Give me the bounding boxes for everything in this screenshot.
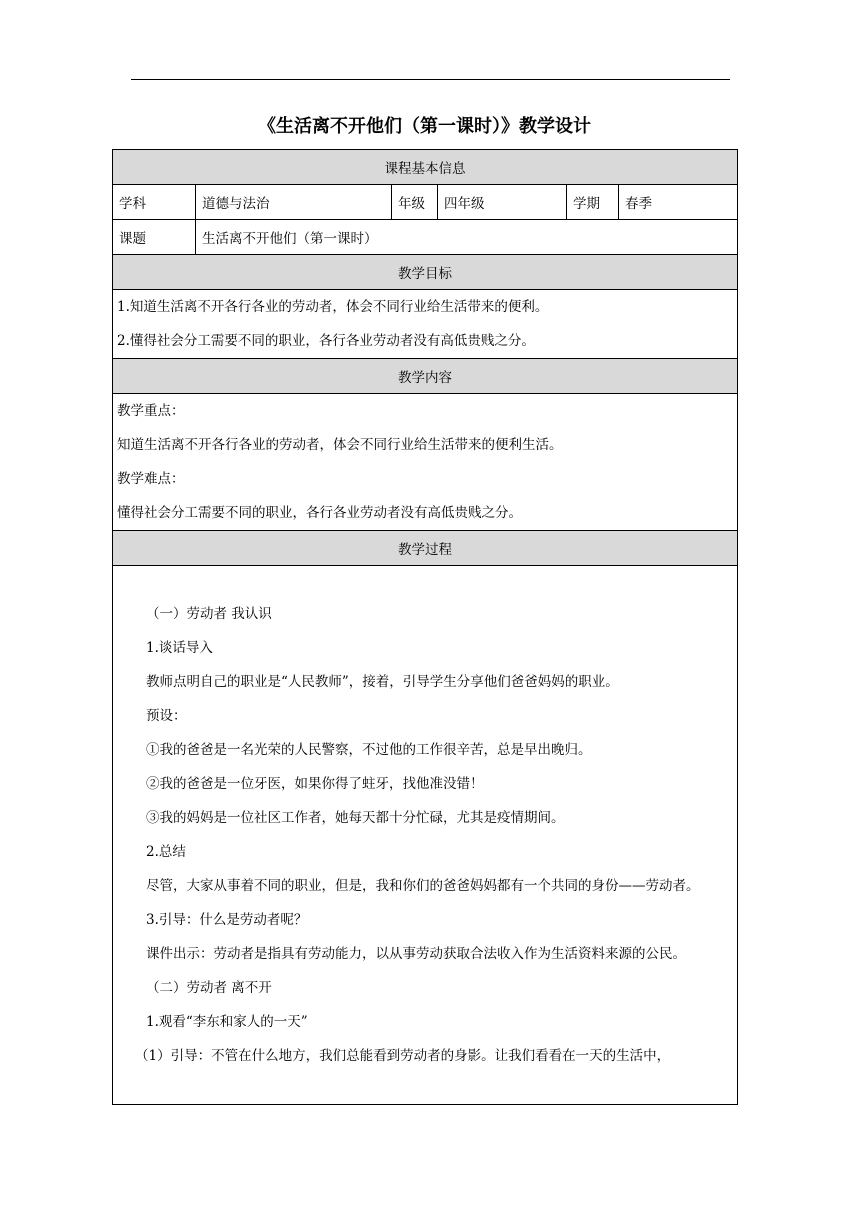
lesson-plan-table bbox=[112, 149, 738, 1105]
process-step: 1.谈话导入 bbox=[146, 640, 213, 656]
subject-label: 学科 bbox=[113, 185, 196, 220]
difficult-point-label: 教学难点： bbox=[117, 471, 185, 487]
process-text: （1）引导：不管在什么地方，我们总能看到劳动者的身影。让我们看看在一天的生活中， bbox=[135, 1048, 671, 1064]
process-example: ②我的爸爸是一位牙医，如果你得了蛀牙，找他准没错！ bbox=[146, 776, 484, 792]
process-step: 3.引导：什么是劳动者呢？ bbox=[146, 912, 308, 928]
key-point-label: 教学重点： bbox=[117, 403, 185, 419]
grade-label: 年级 bbox=[392, 185, 438, 220]
document-title: 《生活离不开他们（第一课时）》教学设计 bbox=[258, 116, 591, 137]
process-text: 预设： bbox=[146, 708, 187, 724]
difficult-point-text: 懂得社会分工需要不同的职业，各行各业劳动者没有高低贵贱之分。 bbox=[117, 505, 522, 521]
objective-item: 2.懂得社会分工需要不同的职业，各行各业劳动者没有高低贵贱之分。 bbox=[117, 333, 535, 349]
content-cell bbox=[113, 394, 738, 531]
content-header: 教学内容 bbox=[113, 359, 738, 394]
process-cell bbox=[113, 566, 738, 1105]
objectives-header: 教学目标 bbox=[113, 255, 738, 290]
process-header: 教学过程 bbox=[113, 531, 738, 566]
topic-label: 课题 bbox=[113, 220, 196, 255]
process-example: ③我的妈妈是一位社区工作者，她每天都十分忙碌，尤其是疫情期间。 bbox=[146, 810, 565, 826]
term-label: 学期 bbox=[567, 185, 619, 220]
key-point-text: 知道生活离不开各行各业的劳动者，体会不同行业给生活带来的便利生活。 bbox=[117, 437, 563, 453]
basic-info-header: 课程基本信息 bbox=[113, 150, 738, 185]
definition-paragraph: 课件出示：劳动者是指具有劳动能力，以从事劳动获取合法收入作为生活资料来源的公民。 bbox=[146, 946, 686, 962]
objectives-cell bbox=[113, 290, 738, 359]
objective-item: 1.知道生活离不开各行各业的劳动者，体会不同行业给生活带来的便利。 bbox=[117, 299, 549, 315]
part-one-heading: （一）劳动者 我认识 bbox=[146, 606, 272, 622]
subject-value: 道德与法治 bbox=[196, 185, 392, 220]
part-two-heading: （二）劳动者 离不开 bbox=[146, 980, 272, 996]
header-rule bbox=[131, 79, 730, 80]
process-example: ①我的爸爸是一名光荣的人民警察，不过他的工作很辛苦，总是早出晚归。 bbox=[146, 742, 592, 758]
process-text: 教师点明自己的职业是“人民教师”，接着，引导学生分享他们爸爸妈妈的职业。 bbox=[146, 674, 619, 690]
process-step: 2.总结 bbox=[146, 844, 186, 860]
summary-paragraph: 尽管，大家从事着不同的职业，但是，我和你们的爸爸妈妈都有一个共同的身份——劳动者。 bbox=[146, 878, 700, 894]
process-step: 1.观看“李东和家人的一天” bbox=[146, 1014, 308, 1030]
term-value: 春季 bbox=[619, 185, 738, 220]
grade-value: 四年级 bbox=[438, 185, 567, 220]
topic-value: 生活离不开他们（第一课时） bbox=[196, 220, 738, 255]
